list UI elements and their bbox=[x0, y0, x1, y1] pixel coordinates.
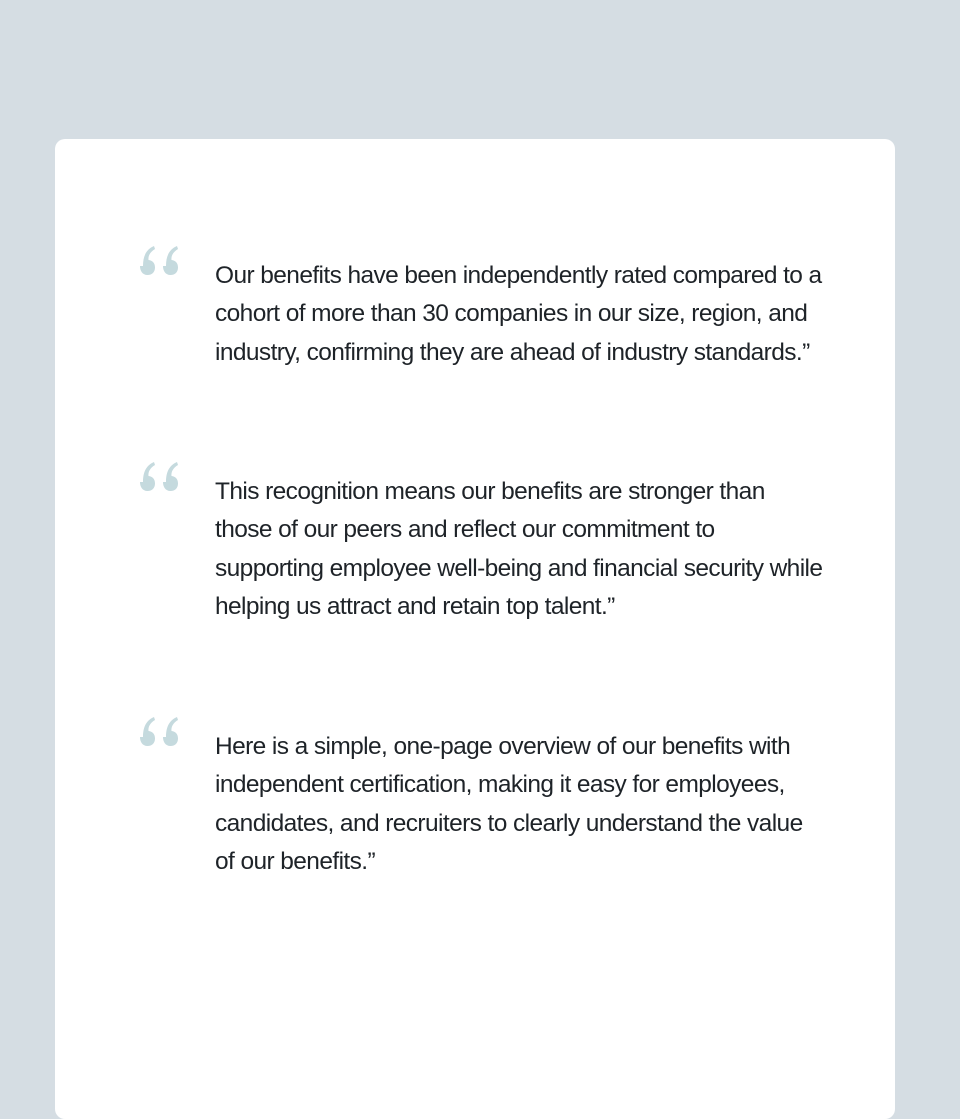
quote-text: Here is a simple, one-page overview of our benefits with independent certification, making it easy for employees, candidates, and recruiters to clearly understand the value of our benefits.” bbox=[215, 733, 803, 876]
quote-text: Our benefits have been independently rated compared to a cohort of more than 30 companies in our size, region, and industry, confirming they are ahead of industry standards.” bbox=[215, 262, 822, 366]
quote-text: This recognition means our benefits are stronger than those of our peers and reflect our commitment to supporting employee well-being and financial security while helping us attract and retain top talent.” bbox=[215, 478, 823, 621]
open-quote-icon bbox=[133, 716, 183, 756]
quotes-card bbox=[55, 139, 895, 1119]
open-quote-icon bbox=[133, 245, 183, 285]
open-quote-icon bbox=[133, 461, 183, 501]
